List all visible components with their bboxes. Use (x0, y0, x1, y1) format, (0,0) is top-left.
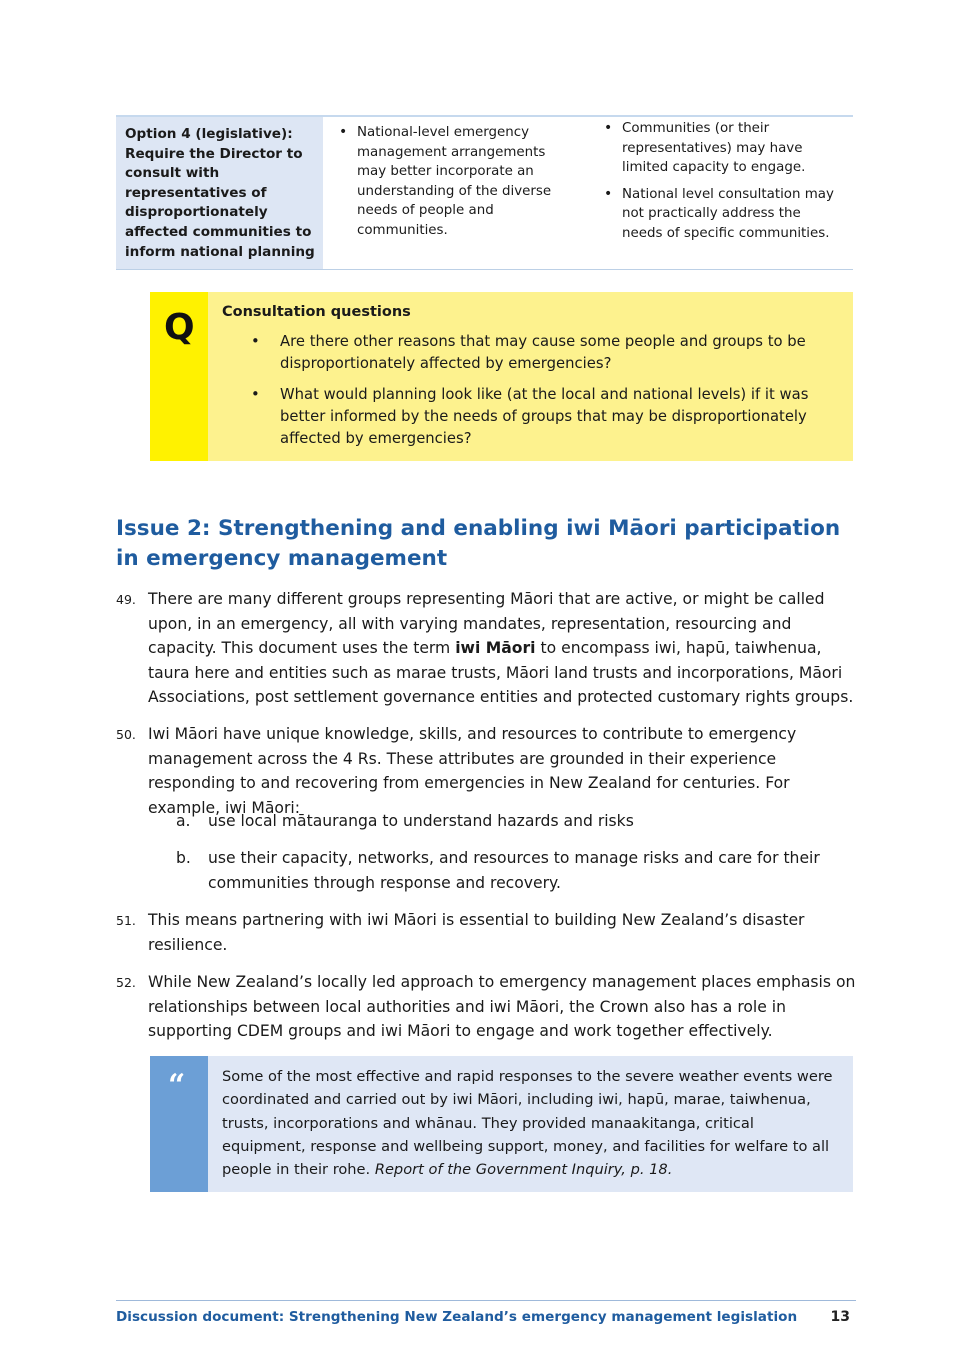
paragraph-text: This means partnering with iwi Māori is essential to building New Zealand’s disaster resilience. (148, 911, 805, 954)
question-icon-strip (150, 292, 208, 461)
paragraph-number: 49. (116, 592, 136, 607)
option-benefits-cell (323, 117, 588, 269)
numbered-paragraph-52 (116, 970, 856, 1044)
sub-item-letter: b. (176, 849, 191, 867)
consultation-question: • What would planning look like (at the local and national levels) if it was better informed by the needs of groups that may be disproportionately affected by emergencies? (222, 384, 837, 450)
consultation-questions-box (150, 292, 853, 461)
issue-heading: Issue 2: Strengthening and enabling iwi Māori participation in emergency management (116, 516, 841, 571)
page-number: 13 (830, 1309, 850, 1325)
paragraph-text: While New Zealand’s locally led approach to emergency management places emphasis on relationships between local authorities and iwi Māori, the Crown also has a role in supporting CDEM groups and iwi Māori to engage and work together effectively. (148, 973, 856, 1040)
consultation-content (208, 292, 853, 461)
consultation-question: • Are there other reasons that may cause some people and groups to be disproportionately affected by emergencies? (222, 331, 837, 375)
consultation-question-list (222, 331, 837, 450)
quote-source: Report of the Government Inquiry, p. 18. (374, 1161, 673, 1179)
footer-divider (116, 1300, 856, 1301)
quote-body: Some of the most effective and rapid responses to the severe weather events were coordinated and carried out by iwi Māori, including iwi, hapū, marae, taiwhenua, trusts, incorporations and whānau. They provided manaakitanga, critical equipment, response and wellbeing support, money, and facilities for welfare to all people in their rohe. (222, 1068, 833, 1179)
sub-item-text: use local mātauranga to understand hazards and risks (208, 812, 634, 830)
consultation-title: Consultation questions (222, 304, 411, 320)
footer-document-title: Discussion document: Strengthening New Zealand’s emergency management legislation (116, 1309, 798, 1325)
paragraph-number: 52. (116, 975, 136, 990)
question-q-icon: Q (164, 307, 195, 348)
cost-item: • National level consultation may not practically address the needs of specific communities. (598, 185, 843, 244)
quote-icon-strip (150, 1056, 208, 1192)
quote-text (208, 1056, 853, 1192)
quote-box (150, 1056, 853, 1192)
numbered-paragraph-51 (116, 908, 856, 957)
benefit-item: • National-level emergency management arrangements may better incorporate an understanding of the diverse needs of people and communities. (333, 123, 578, 241)
sub-item-b (176, 846, 856, 895)
numbered-paragraph-49 (116, 587, 856, 710)
option-costs-cell (588, 117, 853, 269)
benefits-list (333, 123, 578, 241)
numbered-paragraph-50 (116, 722, 856, 820)
paragraph-number: 50. (116, 727, 136, 742)
quote-mark-icon: “ (168, 1068, 186, 1103)
paragraph-text: Iwi Māori have unique knowledge, skills, and resources to contribute to emergency management across the 4 Rs. These attributes are grounded in their experience responding to and recovering from emergencies in New Zealand for centuries. For example, iwi Māori: (148, 725, 797, 817)
options-table-row (116, 115, 853, 270)
paragraph-bold-term: iwi Māori (455, 639, 536, 657)
paragraph-text-part: There are many different groups representing Māori that are active, or might be called upon, in an emergency, all with varying mandates, representation, resourcing and capacity. This document uses the term (148, 590, 825, 657)
paragraph-number: 51. (116, 913, 136, 928)
cost-item: • Communities (or their representatives) may have limited capacity to engage. (598, 119, 843, 178)
sub-item-text: use their capacity, networks, and resources to manage risks and care for their communities through response and recovery. (208, 849, 820, 892)
paragraph-text (148, 587, 856, 710)
costs-list (598, 119, 843, 244)
sub-item-a (176, 809, 856, 834)
paragraph-text-part: to encompass iwi, hapū, taiwhenua, taura here and entities such as marae trusts, Māori land trusts and incorporations, Māori Associations, post settlement governance entities and protected customary rights groups. (148, 639, 854, 706)
sub-item-letter: a. (176, 812, 191, 830)
option-title-cell: Option 4 (legislative): Require the Director to consult with representatives of disproportionately affected communities to inform national planning (116, 117, 323, 269)
